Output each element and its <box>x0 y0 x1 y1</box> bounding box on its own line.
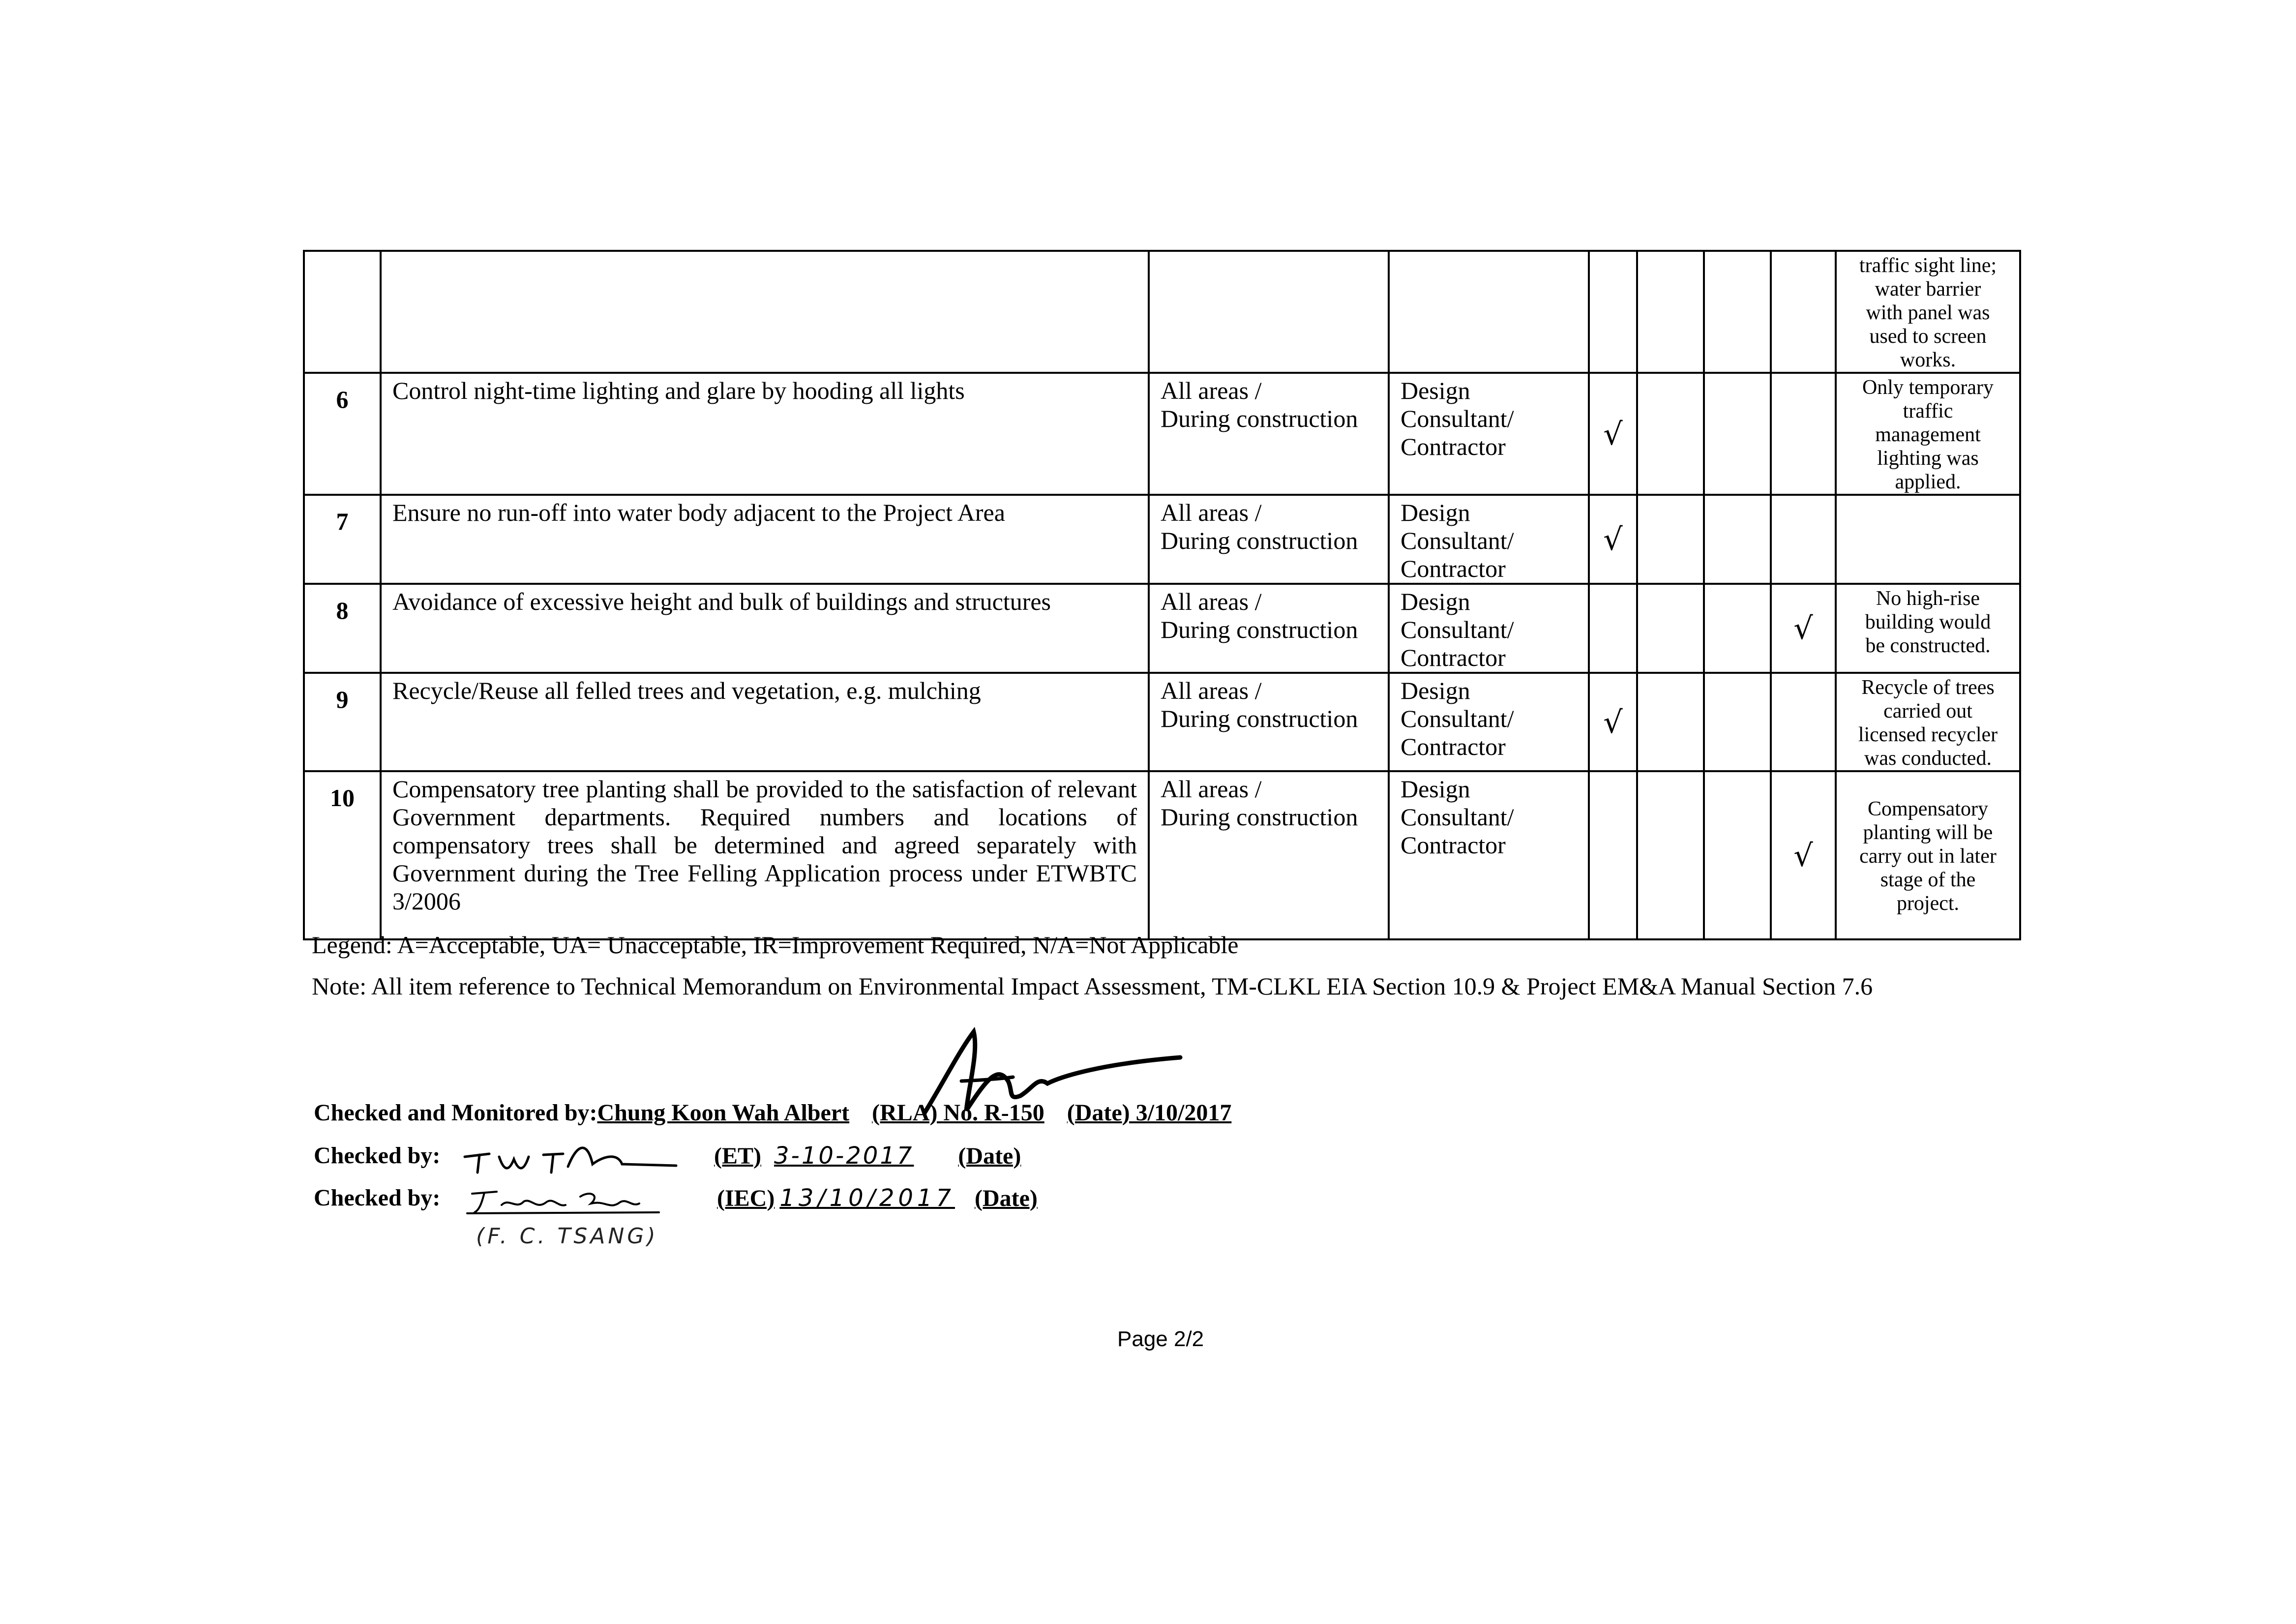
status-cell <box>1589 373 1637 495</box>
cell-line: traffic <box>1903 400 1953 422</box>
implementation-agent-cell <box>1389 495 1589 584</box>
cell-line: All areas / <box>1161 588 1262 615</box>
status-cell <box>1704 495 1771 584</box>
status-cell <box>1589 495 1637 584</box>
cell-line: Contractor <box>1401 644 1506 671</box>
cell-line: Recycle/Reuse all felled trees and vegetation, e.g. mulching <box>392 677 981 704</box>
location-cell <box>1149 251 1389 373</box>
check-mark-icon: √ <box>1603 521 1623 557</box>
measure-cell <box>381 373 1149 495</box>
cell-line: carried out <box>1883 700 1972 722</box>
measure-cell <box>381 584 1149 673</box>
table-row <box>304 673 2020 771</box>
item-number-cell <box>304 771 381 939</box>
iec-date-label: (Date) <box>974 1185 1038 1211</box>
status-cell <box>1637 373 1704 495</box>
check-mark-icon: √ <box>1603 416 1623 452</box>
remarks-cell <box>1836 771 2020 939</box>
status-cell <box>1704 673 1771 771</box>
cell-line: planting will be <box>1863 821 1993 844</box>
cell-line: Compensatory <box>1868 798 1988 820</box>
implementation-agent-cell <box>1389 771 1589 939</box>
check-mark-icon: √ <box>1603 704 1623 740</box>
cell-line: Contractor <box>1401 433 1506 460</box>
page-number: Page 2/2 <box>1117 1327 1204 1351</box>
status-cell <box>1589 251 1637 373</box>
cell-line: used to screen <box>1869 325 1987 348</box>
location-cell <box>1149 584 1389 673</box>
cell-line: Consultant/ <box>1401 705 1514 732</box>
item-number-cell <box>304 673 381 771</box>
cell-line: water barrier <box>1875 278 1981 301</box>
measure-cell <box>381 495 1149 584</box>
cell-line: Consultant/ <box>1401 616 1514 643</box>
cell-line: Design <box>1401 677 1470 704</box>
check-mark-icon: √ <box>1793 610 1813 646</box>
item-number-cell <box>304 584 381 673</box>
status-cell <box>1704 373 1771 495</box>
status-cell <box>1704 584 1771 673</box>
cell-line: management <box>1875 423 1981 446</box>
remarks-cell <box>1836 495 2020 584</box>
cell-line: Design <box>1401 499 1470 526</box>
cell-line: Design <box>1401 588 1470 615</box>
cell-line: Consultant/ <box>1401 405 1514 432</box>
status-cell <box>1637 251 1704 373</box>
cell-line: Recycle of trees <box>1861 676 1995 699</box>
remarks-cell <box>1836 251 2020 373</box>
cell-line: building would <box>1865 611 1991 633</box>
cell-line: During construction <box>1161 616 1358 643</box>
iec-role-group <box>717 1184 1038 1212</box>
item-number-cell <box>304 373 381 495</box>
implementation-agent-cell <box>1389 584 1589 673</box>
et-role: (ET) <box>714 1143 761 1169</box>
cell-line: was conducted. <box>1864 747 1992 770</box>
cell-line: All areas / <box>1161 499 1262 526</box>
status-cell <box>1589 673 1637 771</box>
cell-line: Contractor <box>1401 555 1506 582</box>
status-cell <box>1771 584 1836 673</box>
cell-line: lighting was <box>1877 447 1979 470</box>
cell-line: carry out in later <box>1859 845 1997 868</box>
cell-line: traffic sight line; <box>1859 254 1997 277</box>
signoff-et-line <box>314 1142 440 1169</box>
measure-cell <box>381 251 1149 373</box>
measure-text: Compensatory tree planting shall be provided to the satisfaction of relevant Government departments. Required numbers and locations of compensatory trees shall be determined and agreed separately with Government during the Tree Felling Application process under ETWBTC 3/2006 <box>392 775 1137 915</box>
cell-line: Contractor <box>1401 831 1506 859</box>
cell-line: Only temporary <box>1862 376 1994 399</box>
cell-line: project. <box>1896 892 1960 915</box>
cell-line: Design <box>1401 775 1470 803</box>
status-cell <box>1637 673 1704 771</box>
status-cell <box>1771 251 1836 373</box>
status-cell <box>1771 373 1836 495</box>
remarks-cell <box>1836 584 2020 673</box>
status-cell <box>1704 251 1771 373</box>
et-signature <box>460 1137 686 1176</box>
et-date-label: (Date) <box>958 1143 1021 1169</box>
cell-line: be constructed. <box>1865 634 1991 657</box>
monitor-role: (RLA) No. R-150 <box>872 1100 1044 1126</box>
monitor-date: (Date) 3/10/2017 <box>1067 1100 1232 1126</box>
cell-line: works. <box>1900 349 1956 371</box>
table-row <box>304 495 2020 584</box>
item-number-cell <box>304 251 381 373</box>
cell-line: Contractor <box>1401 733 1506 760</box>
location-cell <box>1149 771 1389 939</box>
item-number: 6 <box>336 386 349 413</box>
cell-line: stage of the <box>1880 869 1976 891</box>
cell-line: During construction <box>1161 527 1358 554</box>
table-row <box>304 373 2020 495</box>
cell-line: No high-rise <box>1876 587 1980 610</box>
cell-line: applied. <box>1895 471 1961 493</box>
status-cell <box>1589 771 1637 939</box>
monitor-label: Checked and Monitored by: <box>314 1100 597 1126</box>
iec-role: (IEC) <box>717 1185 775 1211</box>
item-number-cell <box>304 495 381 584</box>
iec-handwritten-name: (F. C. TSANG) <box>476 1224 658 1249</box>
checklist-table <box>303 250 2021 940</box>
cell-line: Avoidance of excessive height and bulk of buildings and structures <box>392 588 1051 615</box>
implementation-agent-cell <box>1389 373 1589 495</box>
location-cell <box>1149 373 1389 495</box>
location-cell <box>1149 495 1389 584</box>
remarks-cell <box>1836 373 2020 495</box>
item-number: 10 <box>330 784 355 812</box>
measure-cell <box>381 771 1149 939</box>
table-row <box>304 771 2020 939</box>
cell-line: All areas / <box>1161 377 1262 404</box>
status-cell <box>1637 495 1704 584</box>
cell-line: Consultant/ <box>1401 803 1514 831</box>
cell-line: with panel was <box>1866 301 1990 324</box>
cell-line: During construction <box>1161 705 1358 732</box>
note: Note: All item reference to Technical Memorandum on Environmental Impact Assessment, TM-CLKL EIA Section 10.9 & Project EM&A Manual Section 7.6 <box>312 972 1873 1000</box>
status-cell <box>1771 495 1836 584</box>
cell-line: All areas / <box>1161 775 1262 803</box>
status-cell <box>1637 584 1704 673</box>
check-mark-icon: √ <box>1793 837 1813 873</box>
status-cell <box>1589 584 1637 673</box>
et-handwritten-date: 3-10-2017 <box>774 1142 914 1170</box>
iec-signature <box>462 1183 664 1217</box>
table-row <box>304 251 2020 373</box>
legend: Legend: A=Acceptable, UA= Unacceptable, IR=Improvement Required, N/A=Not Applicable <box>312 931 1239 959</box>
item-number: 9 <box>336 686 349 713</box>
item-number: 7 <box>336 508 349 535</box>
location-cell <box>1149 673 1389 771</box>
status-cell <box>1704 771 1771 939</box>
cell-line: Ensure no run-off into water body adjacent to the Project Area <box>392 499 1005 526</box>
signoff-monitor-line <box>314 1099 1231 1126</box>
iec-handwritten-date: 13/10/2017 <box>779 1184 955 1212</box>
cell-line: During construction <box>1161 405 1358 432</box>
item-number: 8 <box>336 597 349 624</box>
measure-cell <box>381 673 1149 771</box>
remarks-cell <box>1836 673 2020 771</box>
status-cell <box>1637 771 1704 939</box>
implementation-agent-cell <box>1389 673 1589 771</box>
cell-line: All areas / <box>1161 677 1262 704</box>
implementation-agent-cell <box>1389 251 1589 373</box>
status-cell <box>1771 771 1836 939</box>
status-cell <box>1771 673 1836 771</box>
signoff-iec-line <box>314 1184 440 1211</box>
iec-label: Checked by: <box>314 1185 441 1211</box>
cell-line: During construction <box>1161 803 1358 831</box>
cell-line: Consultant/ <box>1401 527 1514 554</box>
et-role-group <box>714 1142 1021 1170</box>
cell-line: licensed recycler <box>1858 723 1998 746</box>
monitor-name: Chung Koon Wah Albert <box>597 1100 850 1126</box>
cell-line: Control night-time lighting and glare by hooding all lights <box>392 377 965 404</box>
et-label: Checked by: <box>314 1143 441 1169</box>
table-row <box>304 584 2020 673</box>
cell-line: Design <box>1401 377 1470 404</box>
